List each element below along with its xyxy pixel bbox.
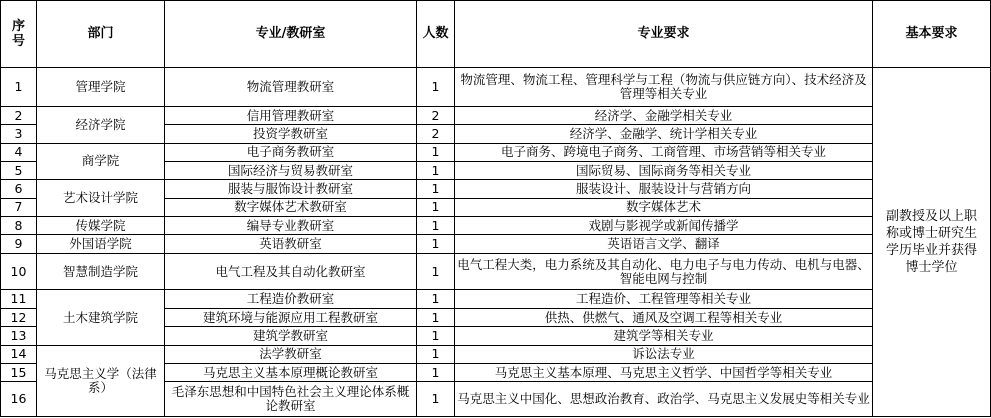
cell-requirement: 建筑学等相关专业: [455, 327, 873, 345]
cell-requirement: 戏剧与影视学或新闻传播学: [455, 217, 873, 235]
cell-count: 1: [417, 198, 455, 216]
cell-requirement: 供热、供燃气、通风及空调工程等相关专业: [455, 308, 873, 326]
cell-count: 1: [417, 217, 455, 235]
cell-requirement: 服装设计、服装设计与营销方向: [455, 180, 873, 198]
cell-count: 1: [417, 235, 455, 253]
header-dept: 部门: [37, 1, 165, 68]
cell-major: 毛泽东思想和中国特色社会主义理论体系概论教研室: [165, 382, 417, 417]
table-row: [1, 217, 991, 235]
cell-dept: 外国语学院: [37, 235, 165, 253]
cell-no: 2: [1, 106, 37, 124]
table-row: [1, 143, 991, 161]
cell-count: 2: [417, 125, 455, 143]
table-row: [1, 180, 991, 198]
header-major: 专业/教研室: [165, 1, 417, 68]
cell-dept: 传媒学院: [37, 217, 165, 235]
cell-no: 6: [1, 180, 37, 198]
cell-no: 4: [1, 143, 37, 161]
cell-requirement: 马克思主义基本原理、马克思主义哲学、中国哲学等相关专业: [455, 363, 873, 381]
cell-major: 英语教研室: [165, 235, 417, 253]
cell-requirement: 电气工程大类，电力系统及其自动化、电力电子与电力传动、电机与电器、智能电网与控制: [455, 253, 873, 290]
cell-no: 5: [1, 161, 37, 179]
cell-major: 投资学教研室: [165, 125, 417, 143]
cell-no: 9: [1, 235, 37, 253]
cell-dept: 土木建筑学院: [37, 290, 165, 345]
cell-no: 1: [1, 67, 37, 106]
cell-requirement: 经济学、金融学相关专业: [455, 106, 873, 124]
cell-dept: 商学院: [37, 143, 165, 180]
cell-requirement: 英语语言文学、翻译: [455, 235, 873, 253]
cell-count: 1: [417, 143, 455, 161]
cell-count: 1: [417, 253, 455, 290]
cell-major: 建筑学教研室: [165, 327, 417, 345]
cell-no: 16: [1, 382, 37, 417]
table-row: [1, 235, 991, 253]
cell-dept: 管理学院: [37, 67, 165, 106]
cell-no: 12: [1, 308, 37, 326]
cell-no: 11: [1, 290, 37, 308]
cell-requirement: 数字媒体艺术: [455, 198, 873, 216]
cell-count: 1: [417, 363, 455, 381]
cell-count: 1: [417, 180, 455, 198]
cell-major: 数字媒体艺术教研室: [165, 198, 417, 216]
cell-major: 建筑环境与能源应用工程教研室: [165, 308, 417, 326]
cell-requirement: 经济学、金融学、统计学相关专业: [455, 125, 873, 143]
cell-count: 1: [417, 290, 455, 308]
cell-major: 编导专业教研室: [165, 217, 417, 235]
cell-major: 法学教研室: [165, 345, 417, 363]
header-requirement: 专业要求: [455, 1, 873, 68]
cell-count: 1: [417, 161, 455, 179]
cell-dept: 经济学院: [37, 106, 165, 143]
cell-count: 1: [417, 345, 455, 363]
cell-major: 国际经济与贸易教研室: [165, 161, 417, 179]
cell-major: 物流管理教研室: [165, 67, 417, 106]
cell-count: 1: [417, 382, 455, 417]
cell-requirement: 诉讼法专业: [455, 345, 873, 363]
cell-no: 8: [1, 217, 37, 235]
table-row: [1, 67, 991, 106]
cell-count: 1: [417, 327, 455, 345]
header-basic: 基本要求: [873, 1, 991, 68]
cell-major: 马克思主义基本原理概论教研室: [165, 363, 417, 381]
cell-dept: 智慧制造学院: [37, 253, 165, 290]
table-row: [1, 345, 991, 363]
cell-major: 服装与服饰设计教研室: [165, 180, 417, 198]
cell-no: 14: [1, 345, 37, 363]
cell-major: 信用管理教研室: [165, 106, 417, 124]
cell-major: 电子商务教研室: [165, 143, 417, 161]
cell-no: 15: [1, 363, 37, 381]
cell-no: 3: [1, 125, 37, 143]
cell-requirement: 物流管理、物流工程、管理科学与工程（物流与供应链方向）、技术经济及管理等相关专业: [455, 67, 873, 106]
header-count: 人数: [417, 1, 455, 68]
cell-basic-requirement: 副教授及以上职称或博士研究生学历毕业并获得博士学位: [873, 67, 991, 416]
table-row: [1, 106, 991, 124]
table-row: [1, 290, 991, 308]
cell-requirement: 国际贸易、国际商务等相关专业: [455, 161, 873, 179]
header-no: 序号: [1, 1, 37, 68]
cell-major: 工程造价教研室: [165, 290, 417, 308]
cell-requirement: 马克思主义中国化、思想政治教育、政治学、马克思主义发展史等相关专业: [455, 382, 873, 417]
table-header-row: [1, 1, 991, 68]
cell-count: 2: [417, 106, 455, 124]
cell-no: 7: [1, 198, 37, 216]
cell-count: 1: [417, 67, 455, 106]
cell-major: 电气工程及其自动化教研室: [165, 253, 417, 290]
cell-dept: 艺术设计学院: [37, 180, 165, 217]
cell-dept: 马克思主义学（法律系）: [37, 345, 165, 416]
cell-count: 1: [417, 308, 455, 326]
cell-no: 13: [1, 327, 37, 345]
cell-no: 10: [1, 253, 37, 290]
table-row: [1, 253, 991, 290]
cell-requirement: 工程造价、工程管理等相关专业: [455, 290, 873, 308]
cell-requirement: 电子商务、跨境电子商务、工商管理、市场营销等相关专业: [455, 143, 873, 161]
